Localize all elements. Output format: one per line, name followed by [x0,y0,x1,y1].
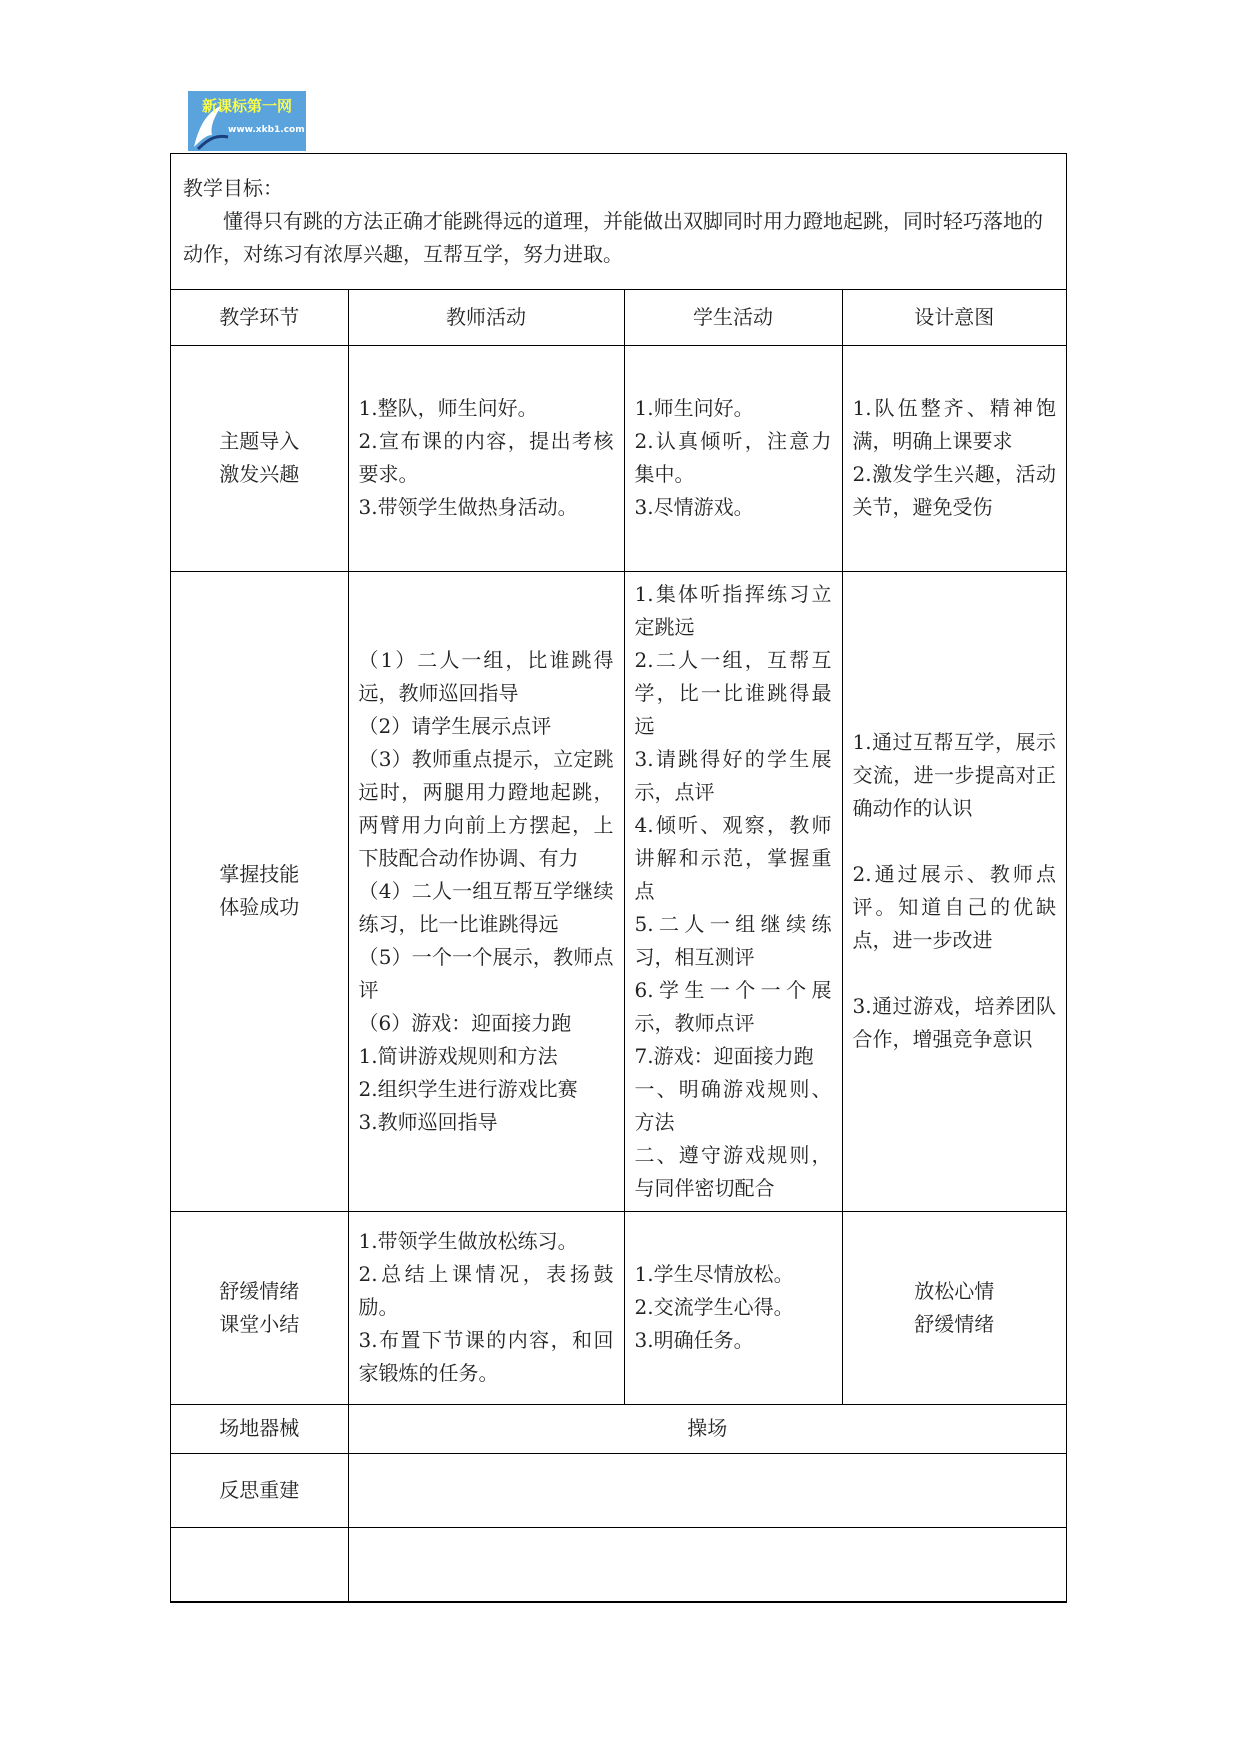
stage-cell: 主题导入 激发兴趣 [171,345,348,571]
venue-label: 场地器械 [171,1404,348,1453]
lesson-table [171,290,1066,1601]
header-intent: 设计意图 [842,290,1066,345]
extra-row [171,1527,1066,1601]
table-row [171,345,1066,571]
table-header-row [171,290,1066,345]
extra-label [171,1527,348,1601]
goal-label: 教学目标： [183,176,283,200]
teacher-activity-cell: 1.整队，师生问好。 2.宣布课的内容，提出考核要求。 3.带领学生做热身活动。 [348,345,624,571]
reflection-label: 反思重建 [171,1453,348,1527]
venue-row [171,1404,1066,1453]
lesson-plan-sheet [170,153,1067,1603]
venue-value: 操场 [348,1404,1066,1453]
extra-value [348,1527,1066,1601]
design-intent-cell: 1.队伍整齐、精神饱满，明确上课要求 2.激发学生兴趣，活动关节，避免受伤 [842,345,1066,571]
logo-name: 新课标第一网 [202,97,293,115]
stage-cell: 掌握技能 体验成功 [171,571,348,1211]
logo-url: www.xkb1.com [228,125,305,135]
header-student: 学生活动 [624,290,842,345]
teacher-activity-cell: （1）二人一组，比谁跳得远，教师巡回指导 （2）请学生展示点评 （3）教师重点提示，立定跳远时，两腿用力蹬地起跳，两臂用力向前上方摆起，上下肢配合动作协调、有力 （4）二人一组互帮互学继续练习，比一比谁跳得远 （5）一个一个展示，教师点评 （6）游戏：迎面接力跑 1.简讲游戏规则和方法 2.组织学生进行游戏比赛 3.教师巡回指导 [348,571,624,1211]
header-stage: 教学环节 [171,290,348,345]
student-activity-cell: 1.集体听指挥练习立定跳远 2.二人一组，互帮互学，比一比谁跳得最远 3.请跳得好的学生展示，点评 4.倾听、观察，教师讲解和示范，掌握重点 5.二人一组继续练习，相互测评 6.学生一个一个展示，教师点评 7.游戏：迎面接力跑 一、明确游戏规则、方法 二、遵守游戏规则，与同伴密切配合 [624,571,842,1211]
goal-text: 懂得只有跳的方法正确才能跳得远的道理，并能做出双脚同时用力蹬地起跳，同时轻巧落地的动作，对练习有浓厚兴趣，互帮互学，努力进取。 [183,209,1043,266]
reflection-row [171,1453,1066,1527]
site-logo [188,91,306,151]
table-row [171,1211,1066,1404]
stage-cell: 舒缓情绪 课堂小结 [171,1211,348,1404]
design-intent-cell: 1.通过互帮互学，展示交流，进一步提高对正确动作的认识 2.通过展示、教师点评。知道自己的优缺点，进一步改进 3.通过游戏，培养团队合作，增强竞争意识 [842,571,1066,1211]
teacher-activity-cell: 1.带领学生做放松练习。 2.总结上课情况，表扬鼓励。 3.布置下节课的内容，和回家锻炼的任务。 [348,1211,624,1404]
reflection-value [348,1453,1066,1527]
table-row [171,571,1066,1211]
header-teacher: 教师活动 [348,290,624,345]
student-activity-cell: 1.学生尽情放松。 2.交流学生心得。 3.明确任务。 [624,1211,842,1404]
logo-image [188,91,306,151]
design-intent-cell: 放松心情 舒缓情绪 [842,1211,1066,1404]
teaching-goal-section [171,154,1066,290]
student-activity-cell: 1.师生问好。 2.认真倾听，注意力集中。 3.尽情游戏。 [624,345,842,571]
